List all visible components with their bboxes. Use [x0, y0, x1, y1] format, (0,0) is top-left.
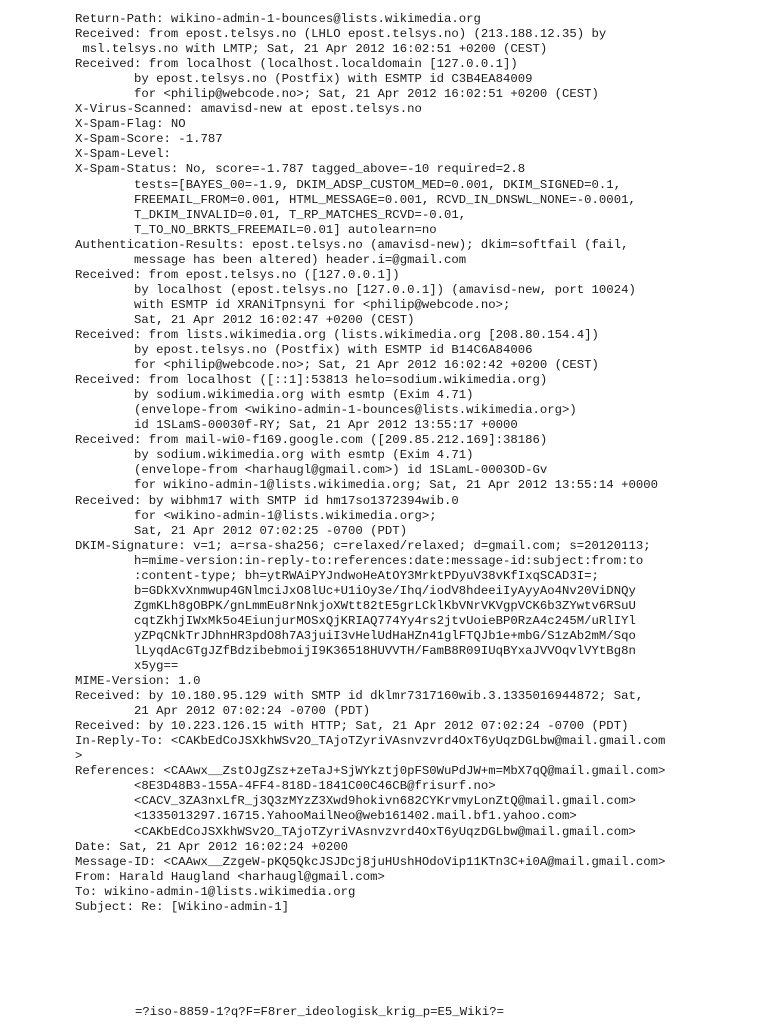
header-line: Sat, 21 Apr 2012 07:02:25 -0700 (PDT): [75, 523, 408, 538]
header-line: Received: from localhost (localhost.localdomain [127.0.0.1]): [75, 57, 518, 72]
header-line: Received: by wibhm17 with SMTP id hm17so1372394wib.0: [75, 493, 459, 508]
header-line: Received: by 10.180.95.129 with SMTP id dklmr7317160wib.3.1335016944872; Sat,: [75, 689, 644, 704]
header-line: Message-ID: <CAAwx__ZzgeW-pKQ5QkcJSJDcj8juHUshHOdoVip11KTn3C+i0A@mail.gmail.com>: [75, 854, 666, 869]
header-line: id 1SLamS-00030f-RY; Sat, 21 Apr 2012 13:55:17 +0000: [75, 418, 518, 433]
header-line: for <wikino-admin-1@lists.wikimedia.org>;: [75, 508, 437, 523]
email-header-block: [75, 12, 765, 915]
header-line: by localhost (epost.telsys.no [127.0.0.1]) (amavisd-new, port 10024): [75, 282, 636, 297]
header-line: Date: Sat, 21 Apr 2012 16:02:24 +0200: [75, 839, 349, 854]
header-line: MIME-Version: 1.0: [75, 674, 201, 689]
header-line: X-Spam-Flag: NO: [75, 117, 186, 132]
header-line: <CAKbEdCoJSXkhWSv2O_TAjoTZyriVAsnvzvrd4OxT6yUqzDGLbw@mail.gmail.com>: [75, 824, 636, 839]
header-line: X-Spam-Score: -1.787: [75, 132, 223, 147]
header-line: by sodium.wikimedia.org with esmtp (Exim 4.71): [75, 448, 474, 463]
header-line: X-Virus-Scanned: amavisd-new at epost.telsys.no: [75, 102, 422, 117]
header-line: (envelope-from <harhaugl@gmail.com>) id 1SLamL-0003OD-Gv: [75, 463, 548, 478]
header-line: h=mime-version:in-reply-to:references:date:message-id:subject:from:to: [75, 553, 644, 568]
header-line: Received: from localhost ([::1]:53813 helo=sodium.wikimedia.org): [75, 373, 548, 388]
header-line: Received: from mail-wi0-f169.google.com ([209.85.212.169]:38186): [75, 433, 548, 448]
header-line: for <philip@webcode.no>; Sat, 21 Apr 2012 16:02:42 +0200 (CEST): [75, 358, 599, 373]
header-line: References: <CAAwx__ZstOJgZsz+zeTaJ+SjWYkztj0pFS0WuPdJW+m=MbX7qQ@mail.gmail.com>: [75, 764, 666, 779]
header-line: In-Reply-To: <CAKbEdCoJSXkhWSv2O_TAjoTZyriVAsnvzvrd4OxT6yUqzDGLbw@mail.gmail.com: [75, 734, 666, 749]
header-line: <8E3D48B3-155A-4FF4-818D-1841C00C46CB@frisurf.no>: [75, 779, 496, 794]
header-line: b=GDkXvXnmwup4GNlmciJxO8lUc+U1iOy3e/Ihq/iodV8hdeeiIyAyyAo4Nv20ViDNQy: [75, 583, 636, 598]
header-line: Authentication-Results: epost.telsys.no (amavisd-new); dkim=softfail (fail,: [75, 237, 629, 252]
header-line: Sat, 21 Apr 2012 16:02:47 +0200 (CEST): [75, 312, 415, 327]
header-line: tests=[BAYES_00=-1.9, DKIM_ADSP_CUSTOM_MED=0.001, DKIM_SIGNED=0.1,: [75, 177, 622, 192]
header-line: >: [75, 749, 83, 764]
header-line: cqtZkhjIWxMk5o4EiunjurMOSxQjKRIAQ774Yy4rs2jtvUoieBP0RzA4c245M/uRlIYl: [75, 613, 636, 628]
header-line: T_DKIM_INVALID=0.01, T_RP_MATCHES_RCVD=-0.01,: [75, 207, 467, 222]
header-line: Received: from lists.wikimedia.org (lists.wikimedia.org [208.80.154.4]): [75, 327, 599, 342]
header-line: FREEMAIL_FROM=0.001, HTML_MESSAGE=0.001, RCVD_IN_DNSWL_NONE=-0.0001,: [75, 192, 636, 207]
header-line: msl.telsys.no with LMTP; Sat, 21 Apr 2012 16:02:51 +0200 (CEST): [75, 42, 548, 57]
header-line: From: Harald Haugland <harhaugl@gmail.com>: [75, 869, 385, 884]
header-line: by sodium.wikimedia.org with esmtp (Exim 4.71): [75, 388, 474, 403]
header-line: X-Spam-Status: No, score=-1.787 tagged_above=-10 required=2.8: [75, 162, 526, 177]
header-line: yZPqCNkTrJDhnHR3pdO8h7A3juiI3vHelUdHaHZn41glFTQJb1e+mbG/S1zAb2mM/Sqo: [75, 628, 636, 643]
header-line: x5yg==: [75, 659, 179, 674]
header-line: with ESMTP id XRANiTpnsyni for <philip@webcode.no>;: [75, 297, 511, 312]
header-line: <CACV_3ZA3nxLfR_j3Q3zMYzZ3Xwd9hokivn682CYKrvmyLonZtQ@mail.gmail.com>: [75, 794, 636, 809]
header-line: for wikino-admin-1@lists.wikimedia.org; Sat, 21 Apr 2012 13:55:14 +0000: [75, 478, 658, 493]
header-line: T_TO_NO_BRKTS_FREEMAIL=0.01] autolearn=no: [75, 222, 437, 237]
header-line: by epost.telsys.no (Postfix) with ESMTP id C3B4EA84009: [75, 72, 533, 87]
header-line: ZgmKLh8gOBPK/gnLmmEu8rNnkjoXWtt82tE5grLCklKbVNrVKVgpVCK6b3ZYwtv6RSuU: [75, 598, 636, 613]
header-line: Subject: Re: [Wikino-admin-1]: [75, 899, 290, 914]
header-line: To: wikino-admin-1@lists.wikimedia.org: [75, 884, 356, 899]
header-line: :content-type; bh=ytRWAiPYJndwoHeAtOY3MrktPDyuV38vKfIxqSCAD3I=;: [75, 568, 599, 583]
header-line: X-Spam-Level:: [75, 147, 171, 162]
header-line: Received: from epost.telsys.no (LHLO epost.telsys.no) (213.188.12.35) by: [75, 27, 607, 42]
header-line: (envelope-from <wikino-admin-1-bounces@lists.wikimedia.org>): [75, 403, 577, 418]
header-line: lLyqdAcGTgJZfBdzibebmoijI9K36518HUVVTH/FamB8R09IUqBYxaJVVOqvlVYtBg8n: [75, 643, 636, 658]
header-line: Received: from epost.telsys.no ([127.0.0.1]): [75, 267, 400, 282]
encoded-subject-line: =?iso-8859-1?q?F=F8rer_ideologisk_krig_p=E5_Wiki?=: [135, 1005, 504, 1019]
header-line: Received: by 10.223.126.15 with HTTP; Sat, 21 Apr 2012 07:02:24 -0700 (PDT): [75, 719, 629, 734]
header-line: for <philip@webcode.no>; Sat, 21 Apr 2012 16:02:51 +0200 (CEST): [75, 87, 599, 102]
header-line: 21 Apr 2012 07:02:24 -0700 (PDT): [75, 704, 371, 719]
header-line: by epost.telsys.no (Postfix) with ESMTP id B14C6A84006: [75, 343, 533, 358]
header-line: DKIM-Signature: v=1; a=rsa-sha256; c=relaxed/relaxed; d=gmail.com; s=20120113;: [75, 538, 651, 553]
header-line: Return-Path: wikino-admin-1-bounces@lists.wikimedia.org: [75, 12, 481, 26]
header-line: message has been altered) header.i=@gmail.com: [75, 252, 467, 267]
header-line: <1335013297.16715.YahooMailNeo@web161402.mail.bf1.yahoo.com>: [75, 809, 577, 824]
